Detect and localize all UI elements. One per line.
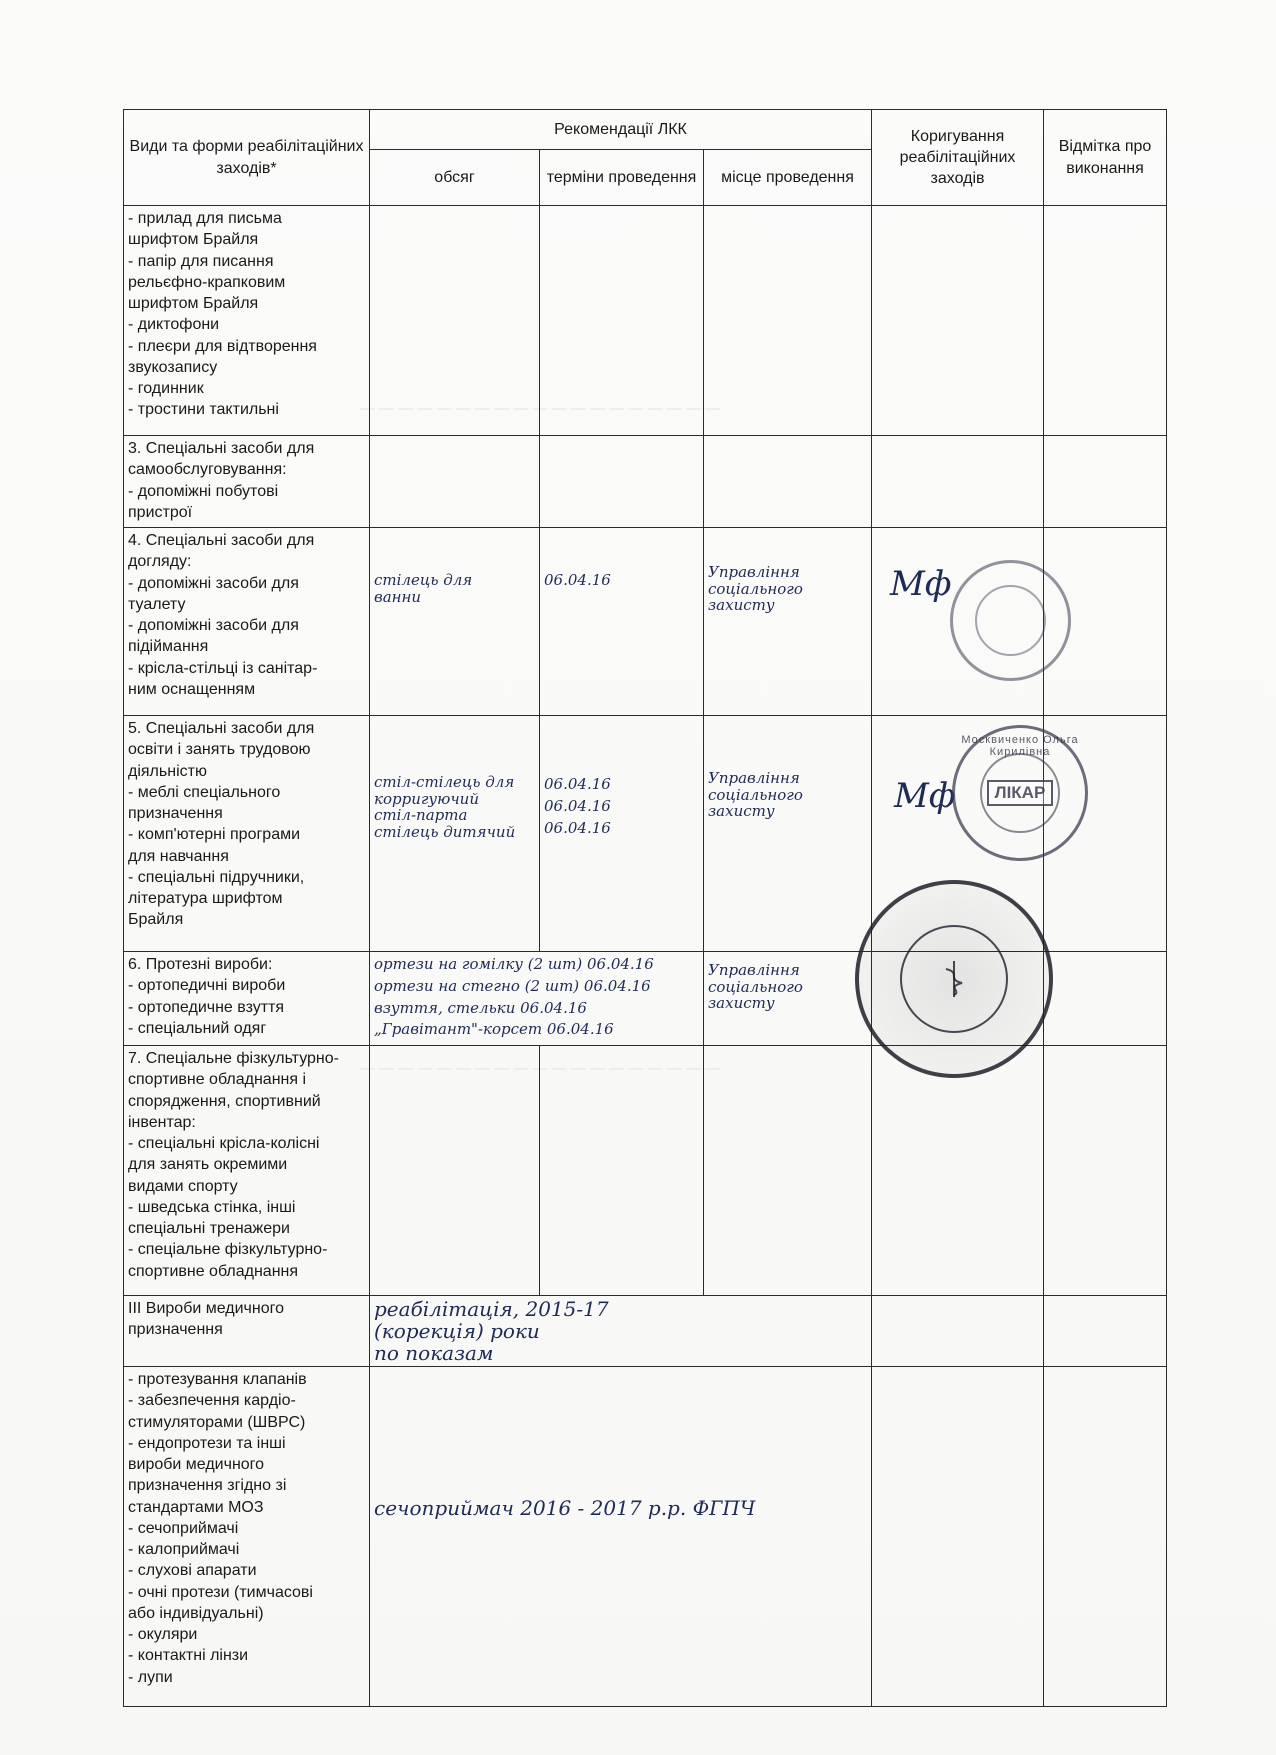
dates-cell bbox=[540, 436, 704, 528]
header-place: місце проведення bbox=[704, 150, 872, 206]
correction-cell bbox=[872, 1046, 1044, 1296]
handwritten-place: Управління соціального захисту bbox=[708, 564, 803, 614]
table-row bbox=[124, 1296, 1167, 1367]
stamp-label: ЛІКАР bbox=[987, 780, 1054, 806]
handwritten-date: 06.04.16 06.04.16 06.04.16 bbox=[544, 775, 611, 837]
measure-cell: 4. Спеціальні засоби для догляду: - допоміжні засоби для туалету - допоміжні засоби для підіймання - крісла-стільці із санітар- ним оснащенням bbox=[124, 528, 370, 716]
measure-cell: - прилад для письма шрифтом Брайля - папір для писання рельєфно-крапковим шрифтом Брайля - диктофони - плеєри для відтворення звукозапису - годинник - тростини тактильні bbox=[124, 206, 370, 436]
completion-cell bbox=[1044, 436, 1167, 528]
table-row bbox=[124, 436, 1167, 528]
place-cell bbox=[704, 206, 872, 436]
measure-cell: 5. Спеціальні засоби для освіти і занять трудовою діяльністю - меблі спеціального призначення - комп'ютерні програми для навчання - спеціальні підручники, література шрифтом Брайля bbox=[124, 716, 370, 952]
volume-cell bbox=[370, 716, 540, 952]
place-cell bbox=[704, 436, 872, 528]
header-dates: терміни проведення bbox=[540, 150, 704, 206]
signature: Мф bbox=[894, 776, 956, 816]
header-volume: обсяг bbox=[370, 150, 540, 206]
volume-cell bbox=[370, 528, 540, 716]
caduceus-icon bbox=[932, 957, 976, 1001]
handwritten-place: Управління соціального захисту bbox=[708, 770, 803, 820]
dates-cell bbox=[540, 528, 704, 716]
completion-cell bbox=[1044, 1046, 1167, 1296]
correction-cell bbox=[872, 436, 1044, 528]
handwritten-volume: ортези на гомілку (2 шт) 06.04.16 ортези на стегно (2 шт) 06.04.16 взуття, стельки 06.04.16 „Гравітант"-корсет 06.04.16 bbox=[374, 955, 654, 1039]
stamp-ring-text: Москвиченко Ольга Кирилівна bbox=[961, 734, 1079, 758]
measure-cell: - протезування клапанів - забезпечення кардіо- стимуляторами (ШВРС) - ендопротези та інші вироби медичного призначення згідно зі стандартами МОЗ - сечоприймачі - калоприймачі - слухові апарати - очні протези (тимчасові або індивідуальні) - окуляри - контактні лінзи - лупи bbox=[124, 1367, 370, 1707]
partial-round-stamp bbox=[950, 560, 1071, 681]
dates-cell bbox=[540, 1046, 704, 1296]
volume-cell bbox=[370, 436, 540, 528]
bleed-through-text: — — — — — — — — — — — — — — — — — — — bbox=[360, 1060, 721, 1077]
volume-dates-place-cell bbox=[370, 1367, 872, 1707]
table-row bbox=[124, 1046, 1167, 1296]
handwritten-date: 06.04.16 bbox=[544, 572, 611, 589]
place-cell bbox=[704, 1046, 872, 1296]
measure-cell: 7. Спеціальне фізкультурно- спортивне обладнання і спорядження, спортивний інвентар: - спеціальні крісла-колісні для занять окремими видами спорту - шведська стінка, інші спеціальні тренажери - спеціальне фізкультурно- спортивне обладнання bbox=[124, 1046, 370, 1296]
table-row bbox=[124, 1367, 1167, 1707]
measure-cell: III Вироби медичного призначення bbox=[124, 1296, 370, 1367]
place-cell bbox=[704, 716, 872, 952]
dates-cell bbox=[540, 206, 704, 436]
volume-cell bbox=[370, 206, 540, 436]
header-correction: Коригування реабілітаційних заходів bbox=[872, 110, 1044, 206]
handwritten-volume: реабілітація, 2015-17 (корекція) роки по показам bbox=[374, 1298, 609, 1364]
header-measure-types: Види та форми реабілітаційних заходів* bbox=[124, 110, 370, 206]
table-row bbox=[124, 206, 1167, 436]
header-lkk-recommendations: Рекомендації ЛКК bbox=[370, 110, 872, 150]
correction-cell bbox=[872, 1296, 1044, 1367]
place-cell bbox=[704, 528, 872, 716]
signature: Мф bbox=[890, 564, 952, 604]
completion-cell bbox=[1044, 1367, 1167, 1707]
handwritten-volume: сечоприймач 2016 - 2017 р.р. ФГПЧ bbox=[374, 1497, 756, 1519]
completion-cell bbox=[1044, 1296, 1167, 1367]
correction-cell bbox=[872, 206, 1044, 436]
institution-seal bbox=[855, 880, 1053, 1078]
dates-cell bbox=[540, 716, 704, 952]
place-cell bbox=[704, 952, 872, 1046]
bleed-through-text: — — — — — — — — — — — — — — — — — — — bbox=[360, 400, 721, 417]
doctor-round-stamp bbox=[952, 725, 1088, 861]
handwritten-place: Управління соціального захисту bbox=[708, 962, 803, 1012]
measure-cell: 3. Спеціальні засоби для самообслуговування: - допоміжні побутові пристрої bbox=[124, 436, 370, 528]
stamp-inner-ring bbox=[975, 585, 1046, 656]
volume-dates-cell bbox=[370, 952, 704, 1046]
handwritten-volume: стілець для ванни bbox=[374, 572, 473, 605]
measure-cell: 6. Протезні вироби: - ортопедичні вироби - ортопедичне взуття - спеціальний одяг bbox=[124, 952, 370, 1046]
correction-cell bbox=[872, 1367, 1044, 1707]
volume-dates-place-cell bbox=[370, 1296, 872, 1367]
completion-cell bbox=[1044, 952, 1167, 1046]
volume-cell bbox=[370, 1046, 540, 1296]
header-completion-mark: Відмітка про виконання bbox=[1044, 110, 1167, 206]
completion-cell bbox=[1044, 206, 1167, 436]
handwritten-volume: стіл-стілець для корригуючий стіл-парта стілець дитячий bbox=[374, 774, 516, 840]
seal-inner-ring bbox=[900, 925, 1009, 1034]
stamp-inner-ring bbox=[980, 753, 1059, 832]
